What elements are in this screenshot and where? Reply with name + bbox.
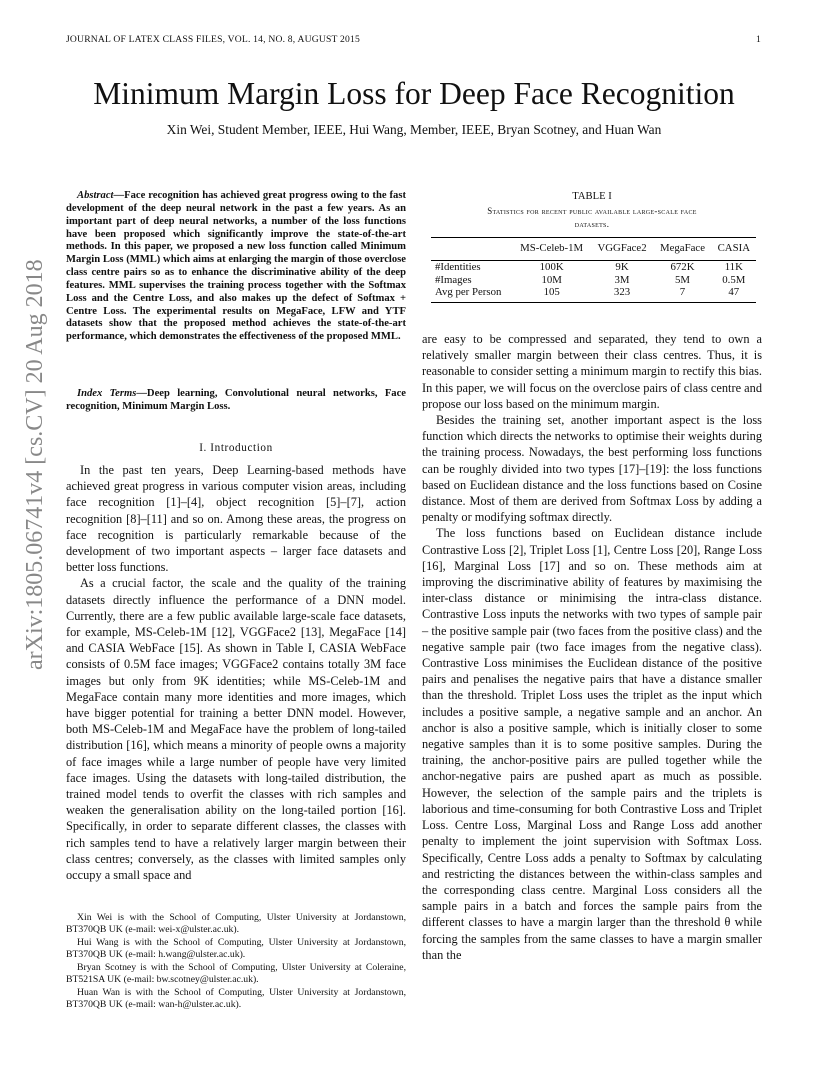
table-cell: 100K [539,261,564,273]
table-cell: 7 [653,286,711,302]
right-column-body [422,331,762,963]
table-cell: 5M [675,273,690,286]
table-row [431,261,756,274]
footnote: Bryan Scotney is with the School of Computing, Ulster University at Coleraine, BT521SA UK (e-mail: bw.scotney@ulster.ac.uk). [66,961,406,986]
intro-paragraph-2: As a crucial factor, the scale and the quality of the training datasets directly influence the performance of a DNN model. Currently, there are a few public available large-scale face datasets, for example, MS-Celeb-1M [12], VGGFace2 [13], MegaFace [14] and CASIA WebFace [15]. As shown in Table I, CASIA WebFace consists of 0.5M face images; VGGFace2 contains totally 3M face images but only from 9K identities; while MS-Celeb-1M and MegaFace contain many more identities and more images, which have bigger potential for training a better DNN model. However, both MS-Celeb-1M and MegaFace have the problem of long-tailed distribution [16], which means a minority of people owns a majority of face images while a large number of people have very limited face images. Using the datasets with long-tailed distribution, the trained model tends to overfit the classes with rich samples and weaken the generalisation ability on the long-tailed portion [16]. Specifically, in order to separate different classes, the classes with rich samples tend to have a relatively larger margin between their class centres; conversely, as the classes with limited samples only occupy a small space and [66,576,406,883]
table-cell: Avg per Person [431,286,513,302]
body-paragraph: Besides the training set, another important aspect is the loss function which directs the networks to optimise their weights during the training process. Nowadays, the best performing loss functions can be roughly divided into two types [17]–[19]: the loss functions based on Euclidean distance and the loss functions based on Cosine distance. Most of them are derived from Softmax Loss by adding a penalty or modifying softmax directly. [422,413,762,525]
index-terms-text: —Deep learning, Convolutional neural networks, Face recognition, Minimum Margin Loss. [66,388,406,412]
table-caption: TABLE I [572,191,612,202]
footnote: Hui Wang is with the School of Computing, Ulster University at Jordanstown, BT370QB UK (e-mail: h.wang@ulster.ac.uk). [66,936,406,961]
table-cell: 105 [513,286,591,302]
table-cell: 323 [591,286,654,302]
table-subtitle-line-1: Statistics for recent public available large-scale face [487,206,697,216]
table-header-row [431,238,756,261]
table-cell: 9K [615,261,629,273]
author-list: Xin Wei, Student Member, IEEE, Hui Wang, Member, IEEE, Bryan Scotney, and Huan Wan [166,122,662,137]
footnote: Xin Wei is with the School of Computing, Ulster University at Jordanstown, BT370QB UK (e-mail: wei-x@ulster.ac.uk). [66,912,406,936]
table-header-cell: MS-Celeb-1M [513,238,591,261]
table-cell: 10M [541,273,562,286]
table-cell: 0.5M [722,273,746,286]
table-cell: 672K [670,261,695,273]
author-footnotes [66,912,406,1012]
table-row [431,274,756,287]
body-paragraph: The loss functions based on Euclidean distance include Contrastive Loss [2], Triplet Loss [1], Centre Loss [20], Range Loss [16], Marginal Loss [17] and so on. These methods aim at improving the discriminative ability of features by maximising the inter-class distance or minimising the intra-class distance. Contrastive Loss inputs the networks with two types of sample pair – the positive sample pair (two faces from the positive class) and the negative sample pair (two face images from the negative class). Contrastive Loss minimises the Euclidean distance of the positive pairs and penalises the negative pairs that have a distance smaller than the threshold. Triplet Loss uses the triplet as the input which includes a positive sample, a negative sample and an anchor. An anchor is also a positive sample, which is initially closer to some negative samples than it is to some positive samples. During the training, the anchor-positive pairs are pulled together while the anchor-negative pairs are pushed apart as much as possible. However, the selection of the sample pairs and the triplets is laborious and time-consuming for both Contrastive Loss and Triplet Loss. Centre Loss, Marginal Loss and Range Loss add another penalty to implement the joint supervision with Softmax Loss. Specifically, Centre Loss adds a penalty to Softmax by calculating and restricting the distances between the within-class samples and the corresponding class centre. Marginal Loss considers all the sample pairs in a batch and forces the sample pairs from the different classes to have a margin larger than the threshold θ while forcing the samples from the same classes to have a margin smaller than the [422,526,762,962]
index-terms-label: Index Terms [77,388,137,399]
running-header: JOURNAL OF LATEX CLASS FILES, VOL. 14, NO. 8, AUGUST 2015 [66,34,360,45]
body-paragraph-continued: are easy to be compressed and separated, they tend to own a relatively smaller margin between their class centres. Thus, it is reasonable to consider setting a minimum margin to rectify this bias. In this paper, we will focus on the overclose pairs of class centre and propose our loss based on the minimum margin. [422,332,762,411]
table-row [431,286,756,302]
footnote: Huan Wan is with the School of Computing, Ulster University at Jordanstown, BT370QB UK (e-mail: wan-h@ulster.ac.uk). [66,986,406,1010]
index-terms [66,388,406,414]
paper-title: Minimum Margin Loss for Deep Face Recognition [93,76,735,111]
table-subtitle [422,205,762,231]
section-heading-introduction: I. Introduction [199,442,273,454]
table-cell: 11K [724,261,743,273]
abstract [66,190,406,344]
intro-paragraph-1: In the past ten years, Deep Learning-based methods have achieved great progress in various computer vision areas, including face recognition [1]–[4], object recognition [5]–[7], action recognition [8]–[11] and so on. Among these areas, the progress on face recognition is particularly remarkable because of the development of two important aspects – larger face datasets and better loss functions. [66,463,406,575]
table-cell: 3M [614,273,630,286]
left-column-body [66,462,406,883]
table-subtitle-line-2: datasets. [574,218,610,229]
page-number: 1 [756,34,761,45]
dataset-statistics-table [431,237,756,303]
table-cell: #Images [435,273,472,286]
arxiv-stamp: arXiv:1805.06741v4 [cs.CV] 20 Aug 2018 [22,259,48,670]
abstract-label: Abstract [77,190,114,201]
table-header-cell: MegaFace [653,238,711,261]
table-cell: #Identities [435,261,481,273]
table-header-cell: CASIA [712,238,756,261]
table-cell: 47 [712,286,756,302]
abstract-text: —Face recognition has achieved great progress owing to the fast development of the deep neural network in the past a few years. As an important part of deep neural networks, a number of the loss functions have been proposed which significantly improve the state-of-the-art methods. In this paper, we proposed a new loss function called Minimum Margin Loss (MML) which aims at enlarging the margin of those overclose class centre pairs so as to enhance the discriminative ability of the deep features. MML supervises the training process together with the Softmax Loss and the Centre Loss, and also makes up the defect of Softmax + Centre Loss. The experimental results on MegaFace, LFW and YTF datasets show that the proposed method achieves the state-of-the-art performance, which demonstrates the effectiveness of the proposed MML. [66,190,406,343]
table-header-cell: VGGFace2 [591,238,654,261]
table-header-cell [431,238,513,261]
